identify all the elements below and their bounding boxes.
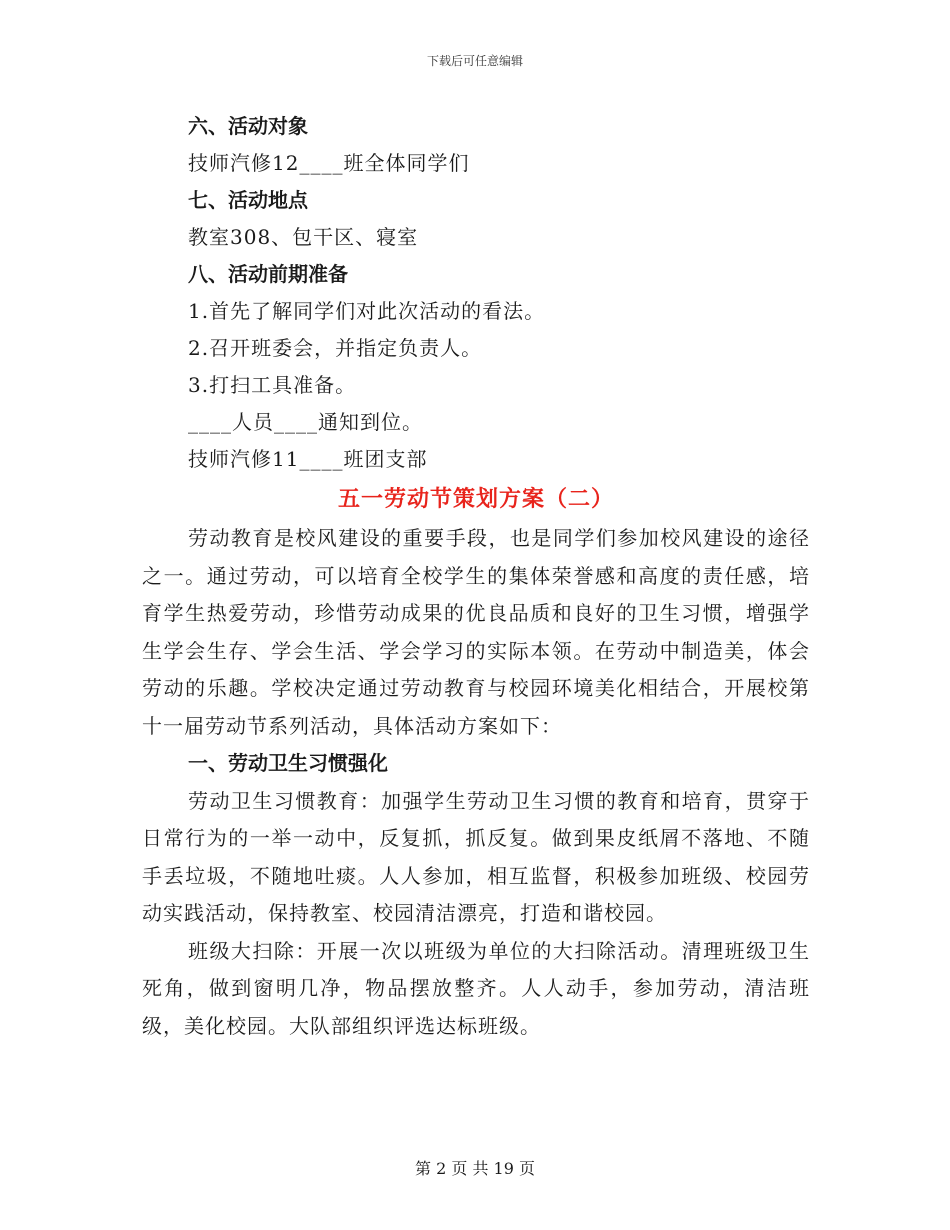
class-cleanup-paragraph: 班级大扫除：开展一次以班级为单位的大扫除活动。清理班级卫生死角，做到窗明几净，物品摆放整齐。人人动手，参加劳动，清洁班级，美化校园。大队部组织评选达标班级。 [142, 938, 810, 1038]
document-body [142, 108, 810, 1045]
part1-heading: 一、劳动卫生习惯强化 [188, 751, 388, 775]
section-heading-preparation: 八、活动前期准备 [188, 262, 348, 286]
preparation-item-3: 3.打扫工具准备。 [188, 373, 357, 397]
page-header-note: 下载后可任意编辑 [426, 54, 523, 68]
preparation-item-4: ____人员____通知到位。 [188, 410, 423, 434]
section-heading-activity-location: 七、活动地点 [188, 188, 308, 212]
intro-paragraph: 劳动教育是校风建设的重要手段，也是同学们参加校风建设的途径之一。通过劳动，可以培育全校学生的集体荣誉感和高度的责任感，培育学生热爱劳动，珍惜劳动成果的优良品质和良好的卫生习惯，增强学生学会生存、学会生活、学会学习的实际本领。在劳动中制造美，体会劳动的乐趣。学校决定通过劳动教育与校园环境美化相结合，开展校第十一届劳动节系列活动，具体活动方案如下： [142, 526, 810, 738]
activity-target-text: 技师汽修12____班全体同学们 [188, 151, 470, 175]
activity-location-text: 教室308、包干区、寝室 [188, 225, 419, 249]
section-heading-activity-target: 六、活动对象 [188, 114, 308, 138]
preparation-item-1: 1.首先了解同学们对此次活动的看法。 [188, 299, 546, 323]
page-footer-page-number: 第 2 页 共 19 页 [415, 1159, 535, 1178]
hygiene-education-paragraph: 劳动卫生习惯教育：加强学生劳动卫生习惯的教育和培育，贯穿于日常行为的一举一动中，反复抓，抓反复。做到果皮纸屑不落地、不随手丢垃圾，不随地吐痰。人人参加，相互监督，积极参加班级、校园劳动实践活动，保持教室、校园清洁漂亮，打造和谐校园。 [142, 788, 810, 925]
plan-title: 五一劳动节策划方案（二） [337, 487, 614, 512]
preparation-item-2: 2.召开班委会，并指定负责人。 [188, 336, 483, 360]
organizer-line: 技师汽修11____班团支部 [188, 447, 428, 471]
